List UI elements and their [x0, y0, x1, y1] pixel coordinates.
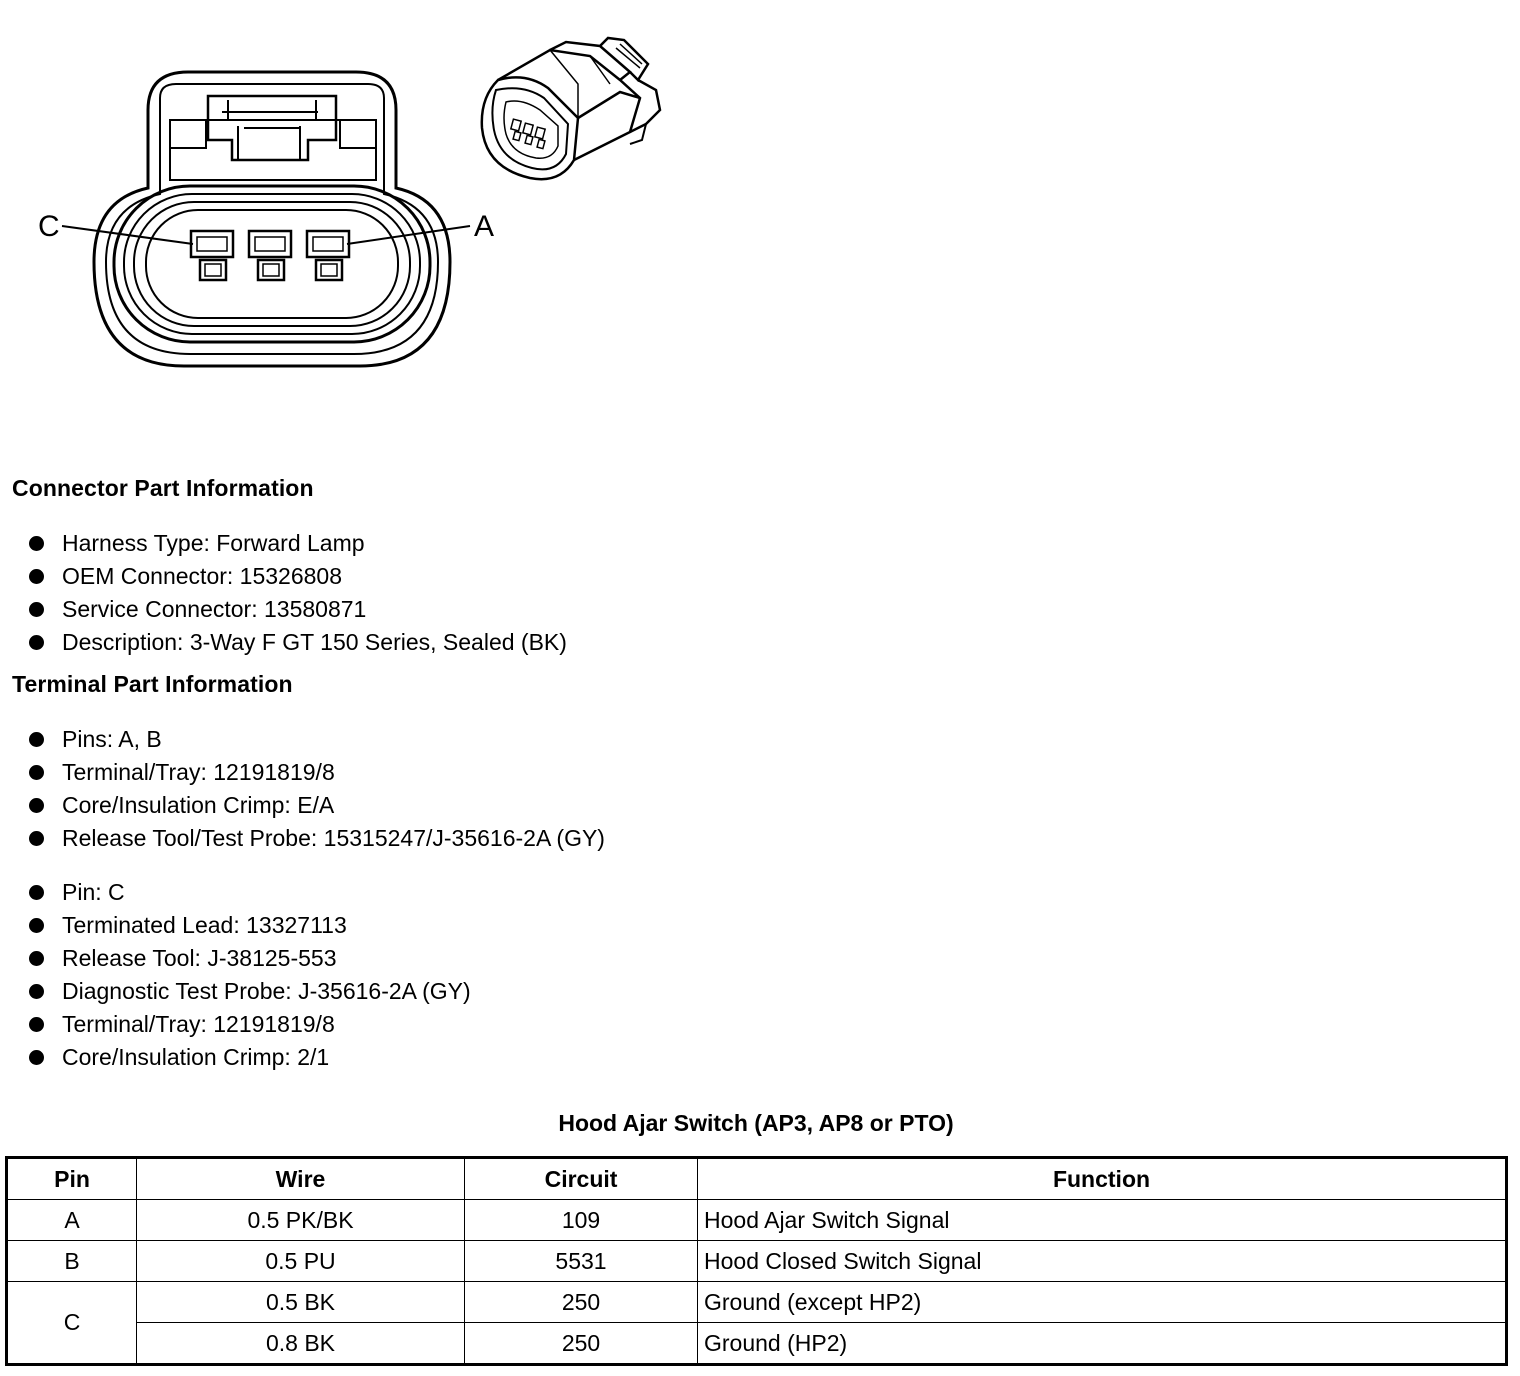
cell-function: Hood Ajar Switch Signal — [698, 1200, 1507, 1241]
bullet-icon — [29, 1017, 44, 1032]
pin-label-a: A — [474, 210, 495, 243]
cell-wire: 0.8 BK — [137, 1323, 465, 1365]
table-row — [7, 1200, 1507, 1241]
header-circuit: Circuit — [465, 1158, 698, 1200]
pin-table — [5, 1156, 1508, 1366]
bullet-icon — [29, 918, 44, 933]
list-item: Pins: A, B — [28, 723, 605, 756]
cell-circuit: 250 — [465, 1323, 698, 1365]
cell-function: Ground (HP2) — [698, 1323, 1507, 1365]
bullet-icon — [29, 732, 44, 747]
cell-pin: C — [7, 1282, 137, 1365]
list-item: Harness Type: Forward Lamp — [28, 527, 567, 560]
bullet-icon — [29, 831, 44, 846]
list-item: Core/Insulation Crimp: E/A — [28, 789, 605, 822]
list-item: Diagnostic Test Probe: J-35616-2A (GY) — [28, 975, 471, 1008]
connector-info-title: Connector Part Information — [12, 475, 314, 501]
connector-info-list — [28, 527, 567, 659]
list-item: Service Connector: 13580871 — [28, 593, 567, 626]
cell-circuit: 250 — [465, 1282, 698, 1323]
table-row — [7, 1282, 1507, 1323]
list-item: Pin: C — [28, 876, 471, 909]
pin-table-title: Hood Ajar Switch (AP3, AP8 or PTO) — [558, 1110, 954, 1136]
pin-label-c: C — [38, 210, 60, 243]
header-function: Function — [698, 1158, 1507, 1200]
cell-pin: B — [7, 1241, 137, 1282]
table-header-row — [7, 1158, 1507, 1200]
bullet-icon — [29, 951, 44, 966]
table-row — [7, 1323, 1507, 1365]
list-item: Terminal/Tray: 12191819/8 — [28, 1008, 471, 1041]
cell-wire: 0.5 PK/BK — [137, 1200, 465, 1241]
list-item: Terminal/Tray: 12191819/8 — [28, 756, 605, 789]
bullet-icon — [29, 569, 44, 584]
header-wire: Wire — [137, 1158, 465, 1200]
cell-wire: 0.5 PU — [137, 1241, 465, 1282]
cell-function: Hood Closed Switch Signal — [698, 1241, 1507, 1282]
terminal-info-title: Terminal Part Information — [12, 671, 293, 697]
bullet-icon — [29, 765, 44, 780]
connector-face-diagram — [0, 0, 520, 400]
bullet-icon — [29, 536, 44, 551]
header-pin: Pin — [7, 1158, 137, 1200]
list-item: Release Tool: J-38125-553 — [28, 942, 471, 975]
cell-circuit: 5531 — [465, 1241, 698, 1282]
list-item: Description: 3-Way F GT 150 Series, Sealed (BK) — [28, 626, 567, 659]
connector-perspective-illustration — [470, 28, 670, 193]
list-item: Terminated Lead: 13327113 — [28, 909, 471, 942]
bullet-icon — [29, 798, 44, 813]
bullet-icon — [29, 984, 44, 999]
bullet-icon — [29, 885, 44, 900]
list-item: Core/Insulation Crimp: 2/1 — [28, 1041, 471, 1074]
bullet-icon — [29, 602, 44, 617]
cell-pin: A — [7, 1200, 137, 1241]
list-item: Release Tool/Test Probe: 15315247/J-35616-2A (GY) — [28, 822, 605, 855]
bullet-icon — [29, 635, 44, 650]
cell-wire: 0.5 BK — [137, 1282, 465, 1323]
table-row — [7, 1241, 1507, 1282]
terminal-info-list-ab — [28, 723, 605, 855]
terminal-info-list-c — [28, 876, 471, 1074]
bullet-icon — [29, 1050, 44, 1065]
cell-function: Ground (except HP2) — [698, 1282, 1507, 1323]
cell-circuit: 109 — [465, 1200, 698, 1241]
list-item: OEM Connector: 15326808 — [28, 560, 567, 593]
